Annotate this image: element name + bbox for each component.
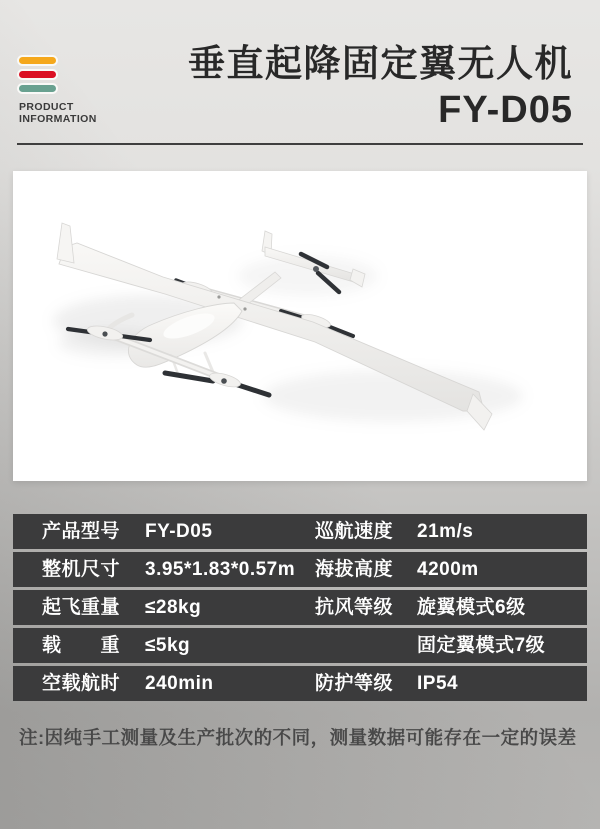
spec-value: 3.95*1.83*0.57m <box>145 559 296 580</box>
logo-bar-red-icon <box>19 71 56 78</box>
logo-caption <box>19 101 97 125</box>
spec-value: FY-D05 <box>145 521 213 542</box>
spec-label: 抗风等级 <box>315 597 394 618</box>
drone-illustration <box>13 171 587 481</box>
logo-caption-line1: PRODUCT <box>19 101 74 113</box>
spec-label: 整机尺寸 <box>42 559 121 580</box>
page-title <box>188 42 573 130</box>
spec-table <box>13 514 587 704</box>
spec-value: 旋翼模式6级 <box>417 597 526 618</box>
spec-value: IP54 <box>417 673 459 694</box>
product-photo-panel <box>13 171 587 481</box>
product-title: 垂直起降固定翼无人机 <box>188 43 573 84</box>
spec-row-model-speed <box>13 514 587 549</box>
spec-value: ≤28kg <box>145 597 202 618</box>
spec-label: 载 重 <box>42 635 121 656</box>
spec-value: 固定翼模式7级 <box>417 635 546 656</box>
spec-label: 起飞重量 <box>42 597 121 618</box>
header-divider <box>17 143 583 145</box>
spec-label: 海拔高度 <box>315 559 394 580</box>
spec-row-endurance-ip <box>13 666 587 701</box>
spec-row-payload-fixedwing <box>13 628 587 663</box>
spec-label: 产品型号 <box>42 521 121 542</box>
spec-label: 空载航时 <box>42 673 121 694</box>
product-model: FY-D05 <box>438 89 573 131</box>
spec-row-takeoff-wind <box>13 590 587 625</box>
spec-value: 240min <box>145 673 214 694</box>
measurement-note: 注:因纯手工测量及生产批次的不同，测量数据可能存在一定的误差 <box>19 727 577 748</box>
logo-bar-teal-icon <box>19 85 56 92</box>
spec-row-size-altitude <box>13 552 587 587</box>
spec-label: 防护等级 <box>315 673 394 694</box>
spec-value: 4200m <box>417 559 479 580</box>
logo-caption-line2: INFORMATION <box>19 113 97 125</box>
spec-label: 巡航速度 <box>315 521 394 542</box>
logo-bar-orange-icon <box>19 57 56 64</box>
spec-value: 21m/s <box>417 521 474 542</box>
brand-logo <box>19 57 97 125</box>
spec-value: ≤5kg <box>145 635 191 656</box>
